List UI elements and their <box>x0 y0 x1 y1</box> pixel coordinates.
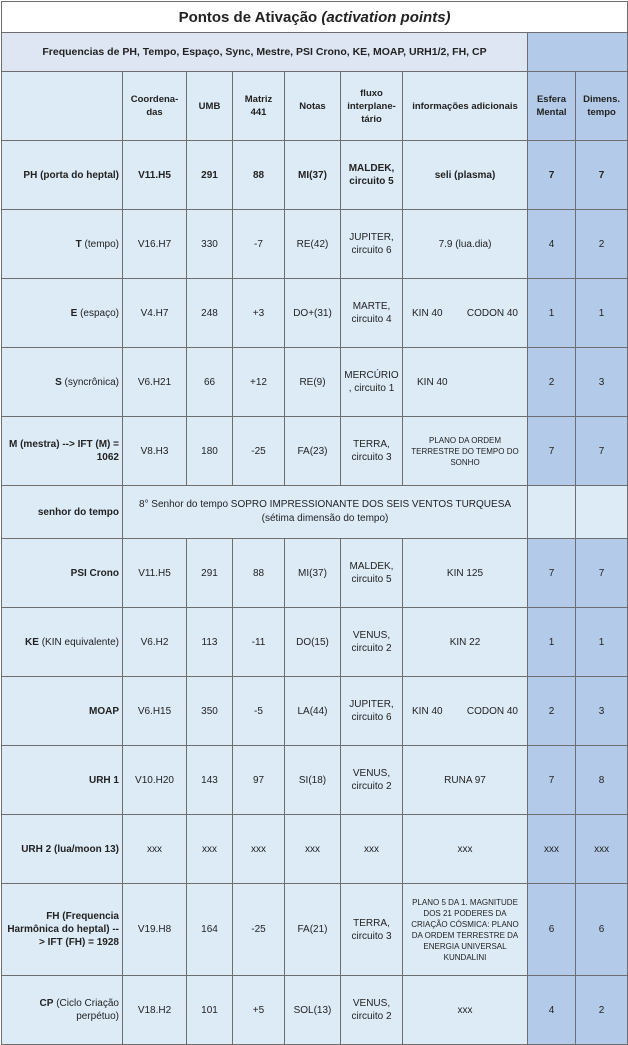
cell-dimens: 7 <box>576 539 628 608</box>
cell-umb: 143 <box>187 746 233 815</box>
cell-coord: V8.H3 <box>123 417 187 486</box>
cell-fluxo: MARTE, circuito 4 <box>341 279 403 348</box>
cell-umb: 164 <box>187 884 233 976</box>
cell-umb: 101 <box>187 976 233 1045</box>
senhor-text: 8° Senhor do tempo SOPRO IMPRESSIONANTE DOS SEIS VENTOS TURQUESA (sétima dimensão do tempo) <box>123 486 528 539</box>
senhor-blank-esfera <box>528 486 576 539</box>
cell-dimens: 7 <box>576 417 628 486</box>
header-esfera: Esfera Mental <box>528 72 576 141</box>
cell-matriz: xxx <box>233 815 285 884</box>
table-row <box>2 976 628 1045</box>
cell-umb: 66 <box>187 348 233 417</box>
cell-dimens: 2 <box>576 976 628 1045</box>
row-label: E (espaço) <box>2 279 123 348</box>
cell-notas: DO(15) <box>285 608 341 677</box>
subtitle: Frequencias de PH, Tempo, Espaço, Sync, Mestre, PSI Crono, KE, MOAP, URH1/2, FH, CP <box>2 33 528 72</box>
cell-umb: 248 <box>187 279 233 348</box>
cell-info: 7.9 (lua.dia) <box>403 210 528 279</box>
cell-esfera: xxx <box>528 815 576 884</box>
cell-coord: V10.H20 <box>123 746 187 815</box>
page-title: Pontos de Ativação (activation points) <box>2 2 628 33</box>
table-row <box>2 608 628 677</box>
cell-fluxo: MERCÚRIO , circuito 1 <box>341 348 403 417</box>
header-fluxo: fluxo interplane-tário <box>341 72 403 141</box>
cell-info: KIN 40 <box>403 348 528 417</box>
cell-notas: MI(37) <box>285 141 341 210</box>
cell-umb: 180 <box>187 417 233 486</box>
cell-matriz: +5 <box>233 976 285 1045</box>
cell-notas: SOL(13) <box>285 976 341 1045</box>
table-row <box>2 677 628 746</box>
cell-fluxo: MALDEK, circuito 5 <box>341 539 403 608</box>
cell-fluxo: JUPITER, circuito 6 <box>341 210 403 279</box>
cell-dimens: 1 <box>576 608 628 677</box>
table-row <box>2 417 628 486</box>
header-row <box>2 72 628 141</box>
row-label: M (mestra) --> IFT (M) = 1062 <box>2 417 123 486</box>
table-row <box>2 348 628 417</box>
cell-esfera: 7 <box>528 746 576 815</box>
cell-matriz: -25 <box>233 417 285 486</box>
cell-dimens: 8 <box>576 746 628 815</box>
cell-matriz: -7 <box>233 210 285 279</box>
cell-matriz: +3 <box>233 279 285 348</box>
cell-coord: V6.H21 <box>123 348 187 417</box>
cell-esfera: 1 <box>528 608 576 677</box>
cell-fluxo: TERRA, circuito 3 <box>341 417 403 486</box>
table-row <box>2 141 628 210</box>
cell-coord: V16.H7 <box>123 210 187 279</box>
row-label: CP (Ciclo Criação perpétuo) <box>2 976 123 1045</box>
cell-coord: V11.H5 <box>123 539 187 608</box>
row-label: PSI Crono <box>2 539 123 608</box>
cell-umb: 113 <box>187 608 233 677</box>
cell-esfera: 4 <box>528 210 576 279</box>
table-row <box>2 279 628 348</box>
cell-matriz: 88 <box>233 141 285 210</box>
cell-matriz: 88 <box>233 539 285 608</box>
cell-esfera: 4 <box>528 976 576 1045</box>
senhor-blank-dimens <box>576 486 628 539</box>
row-label: URH 2 (lua/moon 13) <box>2 815 123 884</box>
cell-matriz: +12 <box>233 348 285 417</box>
header-info: informações adicionais <box>403 72 528 141</box>
cell-umb: 350 <box>187 677 233 746</box>
cell-notas: FA(23) <box>285 417 341 486</box>
header-label <box>2 72 123 141</box>
cell-info: KIN 40 CODON 40 <box>403 279 528 348</box>
cell-coord: xxx <box>123 815 187 884</box>
cell-coord: V18.H2 <box>123 976 187 1045</box>
cell-notas: SI(18) <box>285 746 341 815</box>
header-coord: Coordena-das <box>123 72 187 141</box>
row-label: URH 1 <box>2 746 123 815</box>
cell-info: KIN 22 <box>403 608 528 677</box>
cell-fluxo: VENUS, circuito 2 <box>341 746 403 815</box>
cell-dimens: 2 <box>576 210 628 279</box>
cell-matriz: -11 <box>233 608 285 677</box>
header-notas: Notas <box>285 72 341 141</box>
cell-coord: V19.H8 <box>123 884 187 976</box>
cell-fluxo: TERRA, circuito 3 <box>341 884 403 976</box>
cell-notas: FA(21) <box>285 884 341 976</box>
table-row <box>2 746 628 815</box>
cell-umb: 291 <box>187 539 233 608</box>
cell-notas: LA(44) <box>285 677 341 746</box>
cell-matriz: -5 <box>233 677 285 746</box>
row-label: KE (KIN equivalente) <box>2 608 123 677</box>
cell-notas: RE(42) <box>285 210 341 279</box>
cell-info: RUNA 97 <box>403 746 528 815</box>
row-label: FH (Frequencia Harmônica do heptal) --> IFT (FH) = 1928 <box>2 884 123 976</box>
cell-notas: RE(9) <box>285 348 341 417</box>
cell-esfera: 1 <box>528 279 576 348</box>
header-dimens: Dimens. tempo <box>576 72 628 141</box>
cell-coord: V6.H15 <box>123 677 187 746</box>
header-umb: UMB <box>187 72 233 141</box>
cell-esfera: 7 <box>528 417 576 486</box>
subtitle-blank <box>528 33 628 72</box>
cell-esfera: 2 <box>528 677 576 746</box>
cell-dimens: 1 <box>576 279 628 348</box>
cell-fluxo: VENUS, circuito 2 <box>341 608 403 677</box>
activation-points-table <box>1 1 628 1045</box>
senhor-label: senhor do tempo <box>2 486 123 539</box>
cell-info: PLANO 5 DA 1. MAGNITUDE DOS 21 PODERES DA CRIAÇÃO CÓSMICA: PLANO DA ORDEM TERRESTRE DA ENERGIA UNIVERSAL KUNDALINI <box>403 884 528 976</box>
cell-notas: MI(37) <box>285 539 341 608</box>
cell-umb: 330 <box>187 210 233 279</box>
row-label: S (syncrônica) <box>2 348 123 417</box>
cell-dimens: xxx <box>576 815 628 884</box>
cell-dimens: 6 <box>576 884 628 976</box>
cell-esfera: 6 <box>528 884 576 976</box>
cell-esfera: 2 <box>528 348 576 417</box>
cell-matriz: -25 <box>233 884 285 976</box>
cell-fluxo: MALDEK, circuito 5 <box>341 141 403 210</box>
table-row <box>2 210 628 279</box>
cell-dimens: 3 <box>576 348 628 417</box>
cell-coord: V6.H2 <box>123 608 187 677</box>
cell-fluxo: VENUS, circuito 2 <box>341 976 403 1045</box>
row-label: MOAP <box>2 677 123 746</box>
cell-coord: V4.H7 <box>123 279 187 348</box>
cell-umb: 291 <box>187 141 233 210</box>
senhor-do-tempo-row <box>2 486 628 539</box>
cell-info: seli (plasma) <box>403 141 528 210</box>
cell-fluxo: JUPITER, circuito 6 <box>341 677 403 746</box>
cell-info: xxx <box>403 815 528 884</box>
cell-esfera: 7 <box>528 539 576 608</box>
table-row <box>2 884 628 976</box>
table-row <box>2 815 628 884</box>
cell-dimens: 3 <box>576 677 628 746</box>
table-row <box>2 539 628 608</box>
cell-matriz: 97 <box>233 746 285 815</box>
cell-info: KIN 125 <box>403 539 528 608</box>
cell-info: KIN 40 CODON 40 <box>403 677 528 746</box>
cell-fluxo: xxx <box>341 815 403 884</box>
header-matriz: Matriz 441 <box>233 72 285 141</box>
row-label: PH (porta do heptal) <box>2 141 123 210</box>
cell-umb: xxx <box>187 815 233 884</box>
cell-coord: V11.H5 <box>123 141 187 210</box>
row-label: T (tempo) <box>2 210 123 279</box>
cell-notas: DO+(31) <box>285 279 341 348</box>
cell-dimens: 7 <box>576 141 628 210</box>
cell-info: PLANO DA ORDEM TERRESTRE DO TEMPO DO SONHO <box>403 417 528 486</box>
cell-info: xxx <box>403 976 528 1045</box>
cell-notas: xxx <box>285 815 341 884</box>
cell-esfera: 7 <box>528 141 576 210</box>
